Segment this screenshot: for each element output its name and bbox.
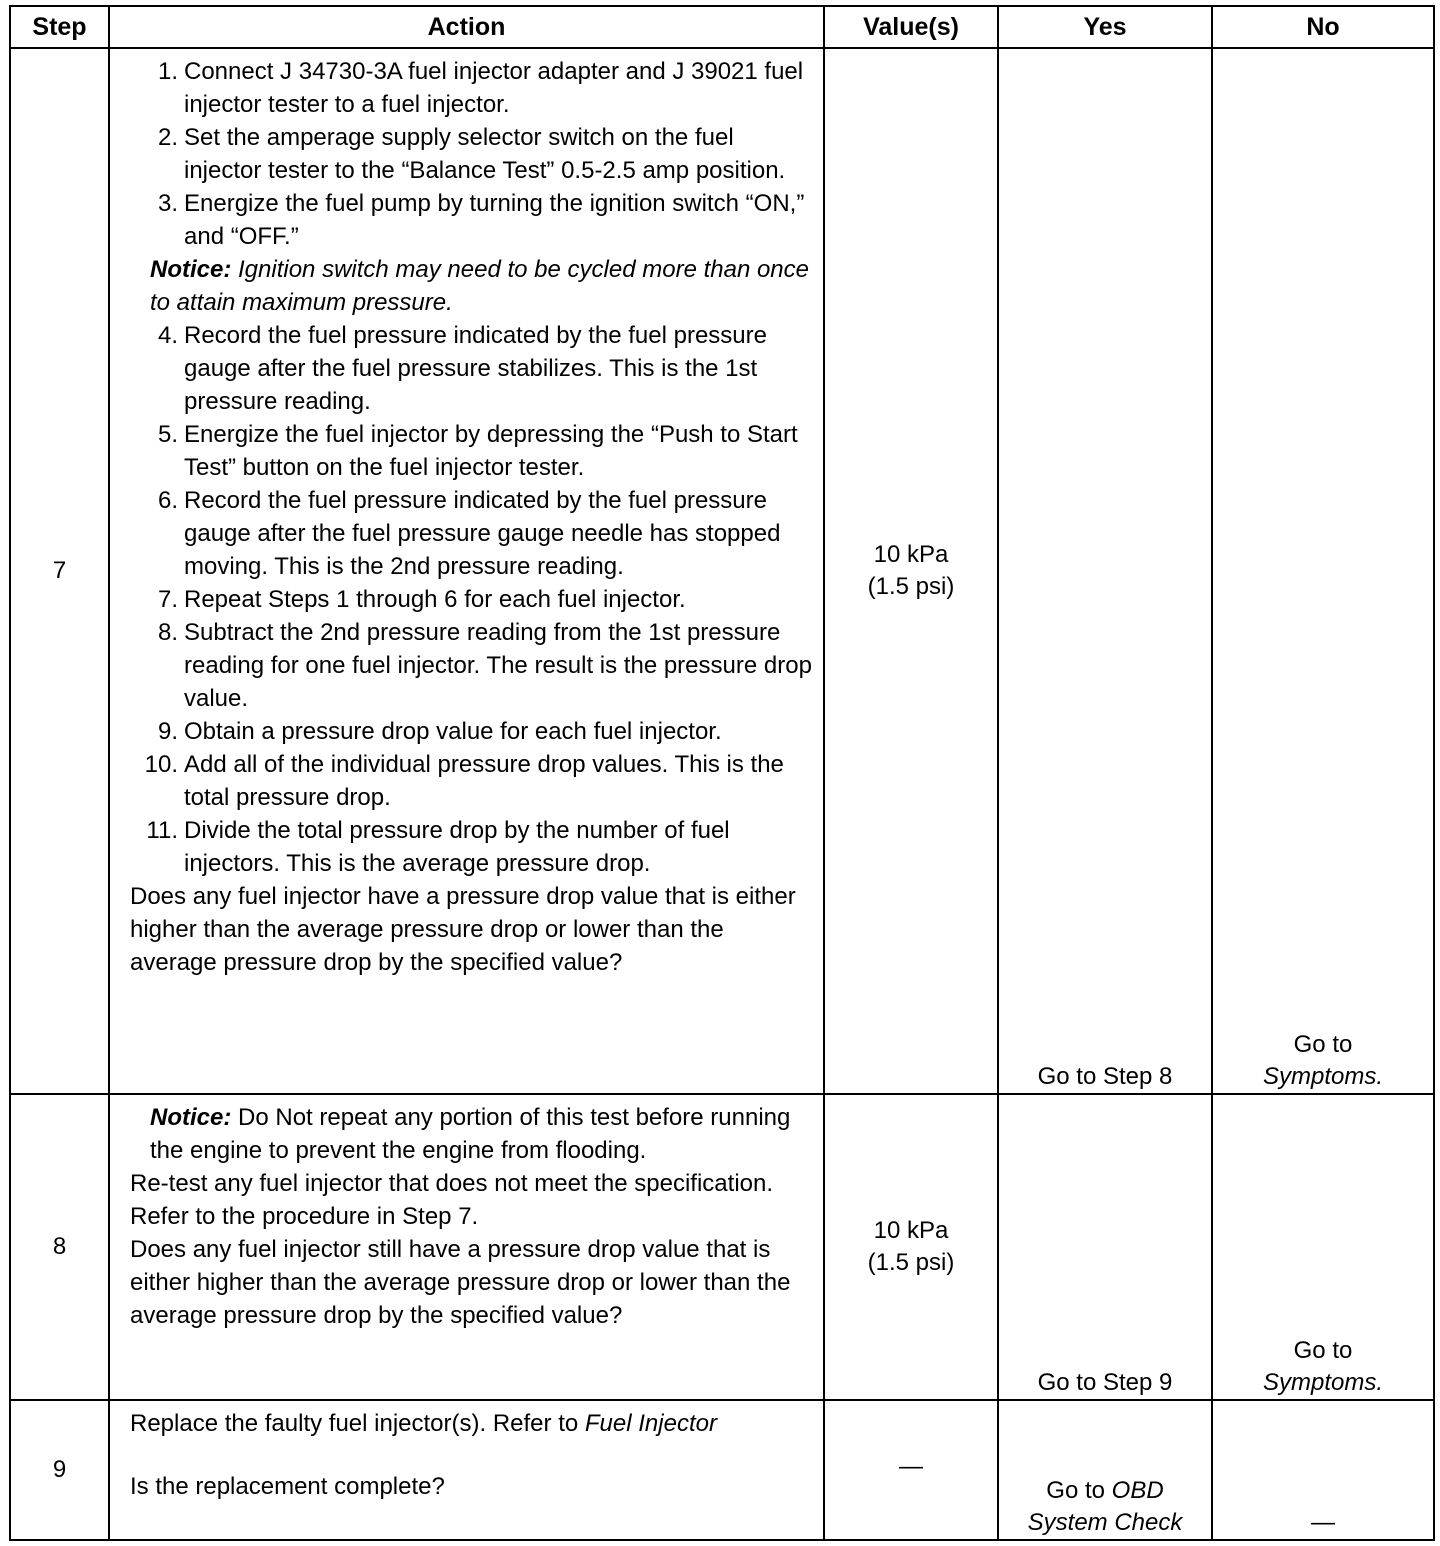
header-yes: Yes <box>998 6 1212 48</box>
yes-cell: Go to Step 8 <box>998 48 1212 1094</box>
yes-cell: Go to OBD System Check <box>998 1400 1212 1540</box>
list-item: 10. Add all of the individual pressure drop values. This is the total pressure drop. <box>144 751 784 811</box>
action-steps-list <box>130 55 813 253</box>
step-number: 7 <box>10 48 109 1094</box>
list-item: 9. Obtain a pressure drop value for each fuel injector. <box>157 718 722 745</box>
list-item: 2. Set the amperage supply selector switch on the fuel injector tester to the “Balance Test” 0.5-2.5 amp position. <box>157 124 786 184</box>
value-cell: — <box>824 1400 998 1540</box>
header-values: Value(s) <box>824 6 998 48</box>
question-text: Does any fuel injector have a pressure drop value that is either higher than the average pressure drop or lower than the average pressure drop by the specified value? <box>130 883 796 976</box>
list-item: 3. Energize the fuel pump by turning the ignition switch “ON,” and “OFF.” <box>157 190 805 250</box>
table-row-step-7 <box>10 48 1434 1094</box>
list-item: 11. Divide the total pressure drop by the number of fuel injectors. This is the average pressure drop. <box>146 817 730 877</box>
value-cell: 10 kPa (1.5 psi) <box>824 1094 998 1400</box>
list-item: 5. Energize the fuel injector by depressing the “Push to Start Test” button on the fuel injector tester. <box>157 421 798 481</box>
action-text: Re-test any fuel injector that does not meet the specification. Refer to the procedure in Step 7. <box>130 1170 774 1230</box>
list-item: 6. Record the fuel pressure indicated by the fuel pressure gauge after the fuel pressure gauge needle has stopped moving. This is the 2nd pressure reading. <box>157 487 781 580</box>
table-row-step-8 <box>10 1094 1434 1400</box>
no-cell: Go to Symptoms. <box>1212 1094 1434 1400</box>
notice: Notice: Do Not repeat any portion of this test before running the engine to prevent the engine from flooding. <box>150 1104 791 1164</box>
action-steps-list <box>130 319 813 880</box>
yes-cell: Go to Step 9 <box>998 1094 1212 1400</box>
action-cell <box>109 1400 824 1540</box>
header-action: Action <box>109 6 824 48</box>
list-item: 1. Connect J 34730-3A fuel injector adapter and J 39021 fuel injector tester to a fuel injector. <box>157 58 804 118</box>
no-cell: Go to Symptoms. <box>1212 48 1434 1094</box>
table-row-step-9 <box>10 1400 1434 1540</box>
list-item: 8. Subtract the 2nd pressure reading from the 1st pressure reading for one fuel injector. The result is the pressure drop value. <box>157 619 812 712</box>
action-text: Replace the faulty fuel injector(s). Refer to Fuel Injector <box>130 1410 717 1437</box>
no-cell: — <box>1212 1400 1434 1540</box>
header-row <box>10 6 1434 48</box>
step-number: 8 <box>10 1094 109 1400</box>
action-cell <box>109 48 824 1094</box>
list-item: 7. Repeat Steps 1 through 6 for each fuel injector. <box>157 586 686 613</box>
header-no: No <box>1212 6 1434 48</box>
procedure-table <box>9 5 1435 1541</box>
list-item: 4. Record the fuel pressure indicated by the fuel pressure gauge after the fuel pressure stabilizes. This is the 1st pressure reading. <box>157 322 767 415</box>
value-cell: 10 kPa (1.5 psi) <box>824 48 998 1094</box>
question-text: Is the replacement complete? <box>130 1473 445 1500</box>
notice: Notice: Ignition switch may need to be cycled more than once to attain maximum pressure. <box>150 256 809 316</box>
header-step: Step <box>10 6 109 48</box>
step-number: 9 <box>10 1400 109 1540</box>
action-cell <box>109 1094 824 1400</box>
question-text: Does any fuel injector still have a pressure drop value that is either higher than the average pressure drop or lower than the average pressure drop by the specified value? <box>130 1236 791 1329</box>
